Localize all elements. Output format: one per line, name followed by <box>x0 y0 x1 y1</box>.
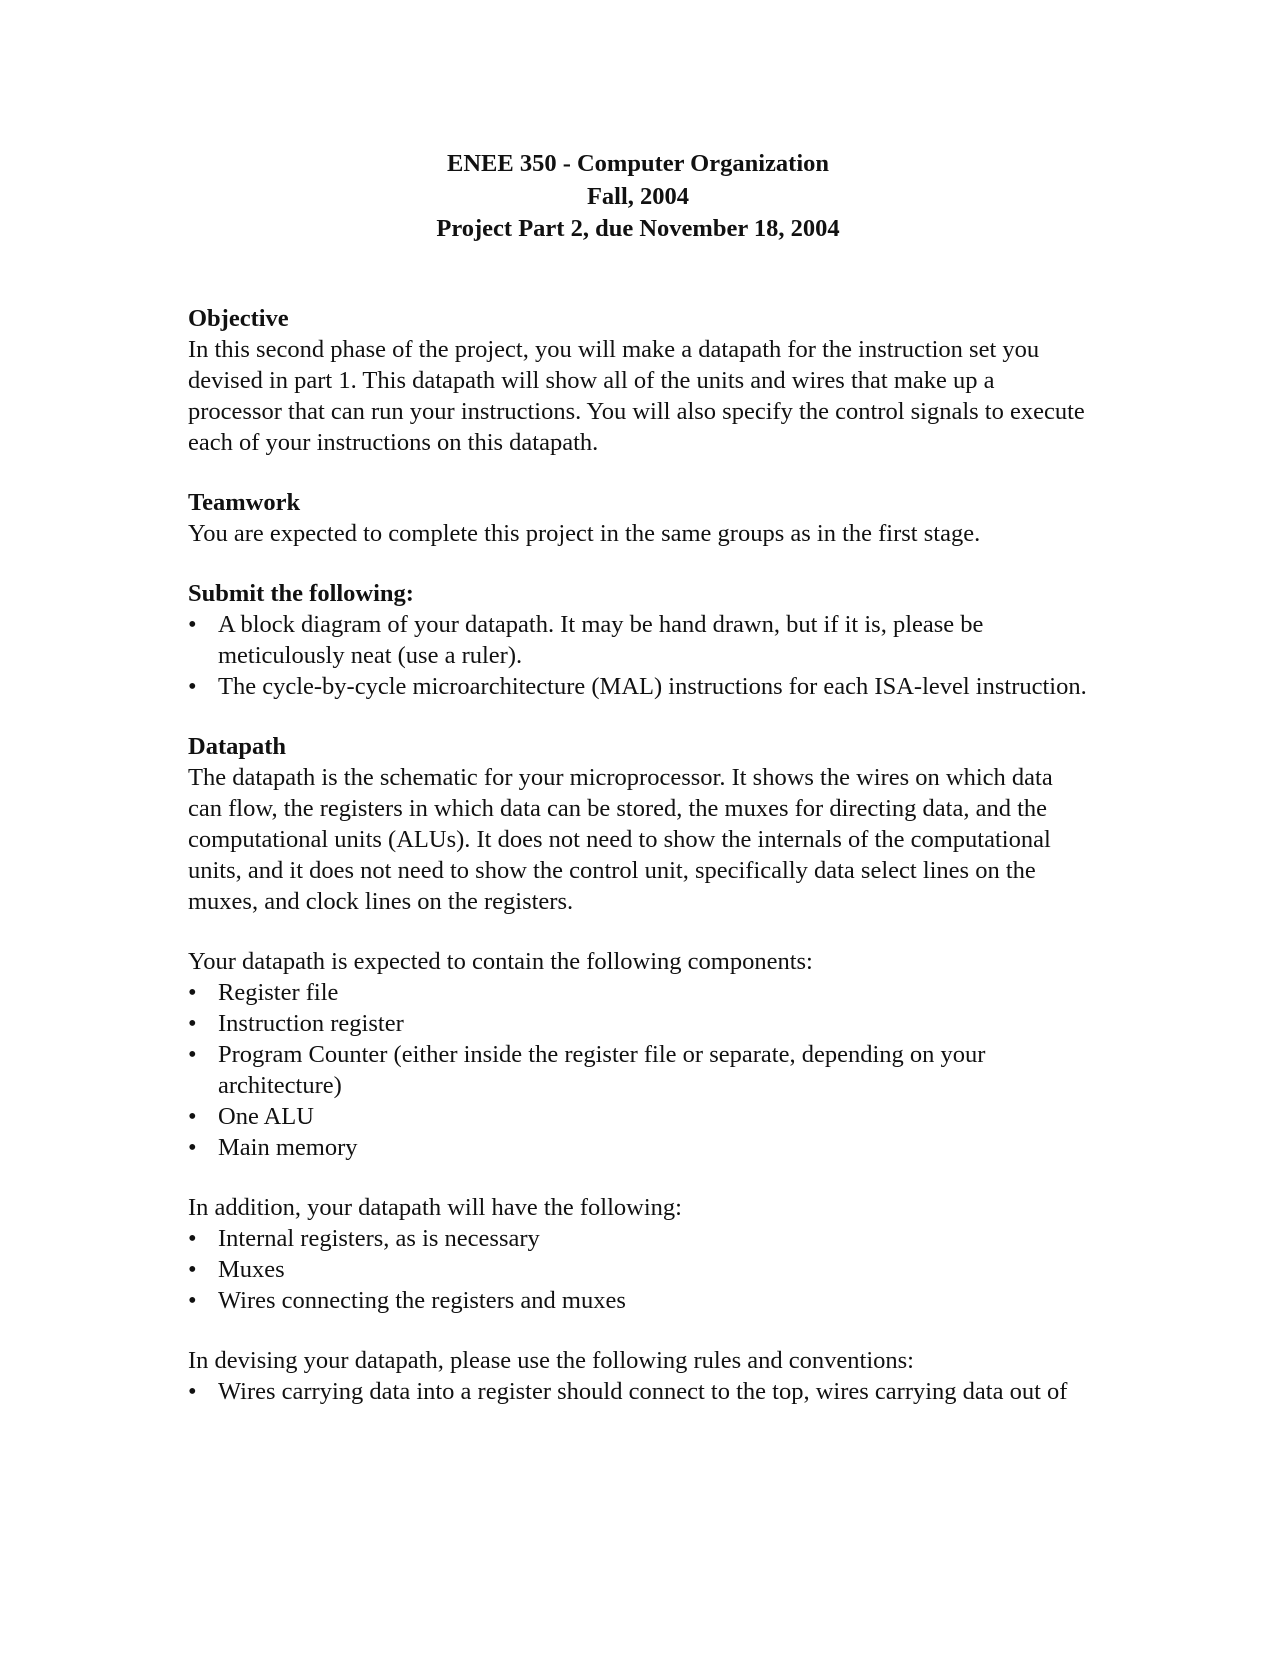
components-intro: Your datapath is expected to contain the following components: <box>188 947 813 975</box>
term: Fall, 2004 <box>586 182 690 210</box>
objective-text: In this second phase of the project, you will make a datapath for the instruction set you devised in part 1. This datapath will show all of the units and wires that make up a processor that can run your instructions. You will also specify the control signals to execute each of your instructions on this datapath. <box>188 335 1085 456</box>
bullet-icon: • <box>188 672 197 700</box>
bullet-icon: • <box>188 978 197 1006</box>
bullet-icon: • <box>188 1255 197 1283</box>
submit-heading: Submit the following: <box>188 579 414 607</box>
teamwork-text: You are expected to complete this project in the same groups as in the first stage. <box>188 519 981 547</box>
additional-intro: In addition, your datapath will have the following: <box>188 1193 682 1221</box>
document-header <box>188 148 1088 246</box>
datapath-heading: Datapath <box>188 732 287 760</box>
teamwork-section <box>188 487 1088 549</box>
bullet-icon: • <box>188 1040 197 1068</box>
assignment-title: Project Part 2, due November 18, 2004 <box>436 215 840 242</box>
list-item: • Wires carrying data into a register should connect to the top, wires carrying data out of <box>188 1377 1068 1405</box>
submit-section <box>188 578 1088 702</box>
list-item: • Muxes <box>188 1255 285 1283</box>
document-page <box>188 148 1088 1407</box>
list-item: • Internal registers, as is necessary <box>188 1224 540 1252</box>
bullet-icon: • <box>188 1102 197 1130</box>
datapath-text: The datapath is the schematic for your microprocessor. It shows the wires on which data can flow, the registers in which data can be stored, the muxes for directing data, and the computational units (ALUs). It does not need to show the internals of the computational units, and it does not need to show the control unit, specifically data select lines on the muxes, and clock lines on the registers. <box>188 763 1053 915</box>
teamwork-heading: Teamwork <box>188 488 301 516</box>
bullet-icon: • <box>188 1286 197 1314</box>
rules-list <box>188 1376 1088 1407</box>
objective-section <box>188 303 1088 458</box>
bullet-icon: • <box>188 1133 197 1161</box>
list-item: • The cycle-by-cycle microarchitecture (MAL) instructions for each ISA-level instruction. <box>188 672 1087 700</box>
list-item: • Program Counter (either inside the register file or separate, depending on your architecture) <box>188 1040 986 1099</box>
rules-intro: In devising your datapath, please use the following rules and conventions: <box>188 1346 914 1374</box>
list-item: • One ALU <box>188 1102 314 1130</box>
list-item: • A block diagram of your datapath. It may be hand drawn, but if it is, please be meticulously neat (use a ruler). <box>188 610 984 669</box>
additional-list <box>188 1223 1088 1316</box>
components-list <box>188 977 1088 1163</box>
list-item: • Instruction register <box>188 1009 404 1037</box>
bullet-icon: • <box>188 1009 197 1037</box>
list-item: • Wires connecting the registers and muxes <box>188 1286 626 1314</box>
bullet-icon: • <box>188 610 197 638</box>
bullet-icon: • <box>188 1377 197 1405</box>
course-title: ENEE 350 - Computer Organization <box>446 150 830 177</box>
submit-list <box>188 609 1088 702</box>
bullet-icon: • <box>188 1224 197 1252</box>
list-item: • Register file <box>188 978 339 1006</box>
list-item: • Main memory <box>188 1133 358 1161</box>
objective-heading: Objective <box>188 304 289 332</box>
datapath-section <box>188 731 1088 1407</box>
